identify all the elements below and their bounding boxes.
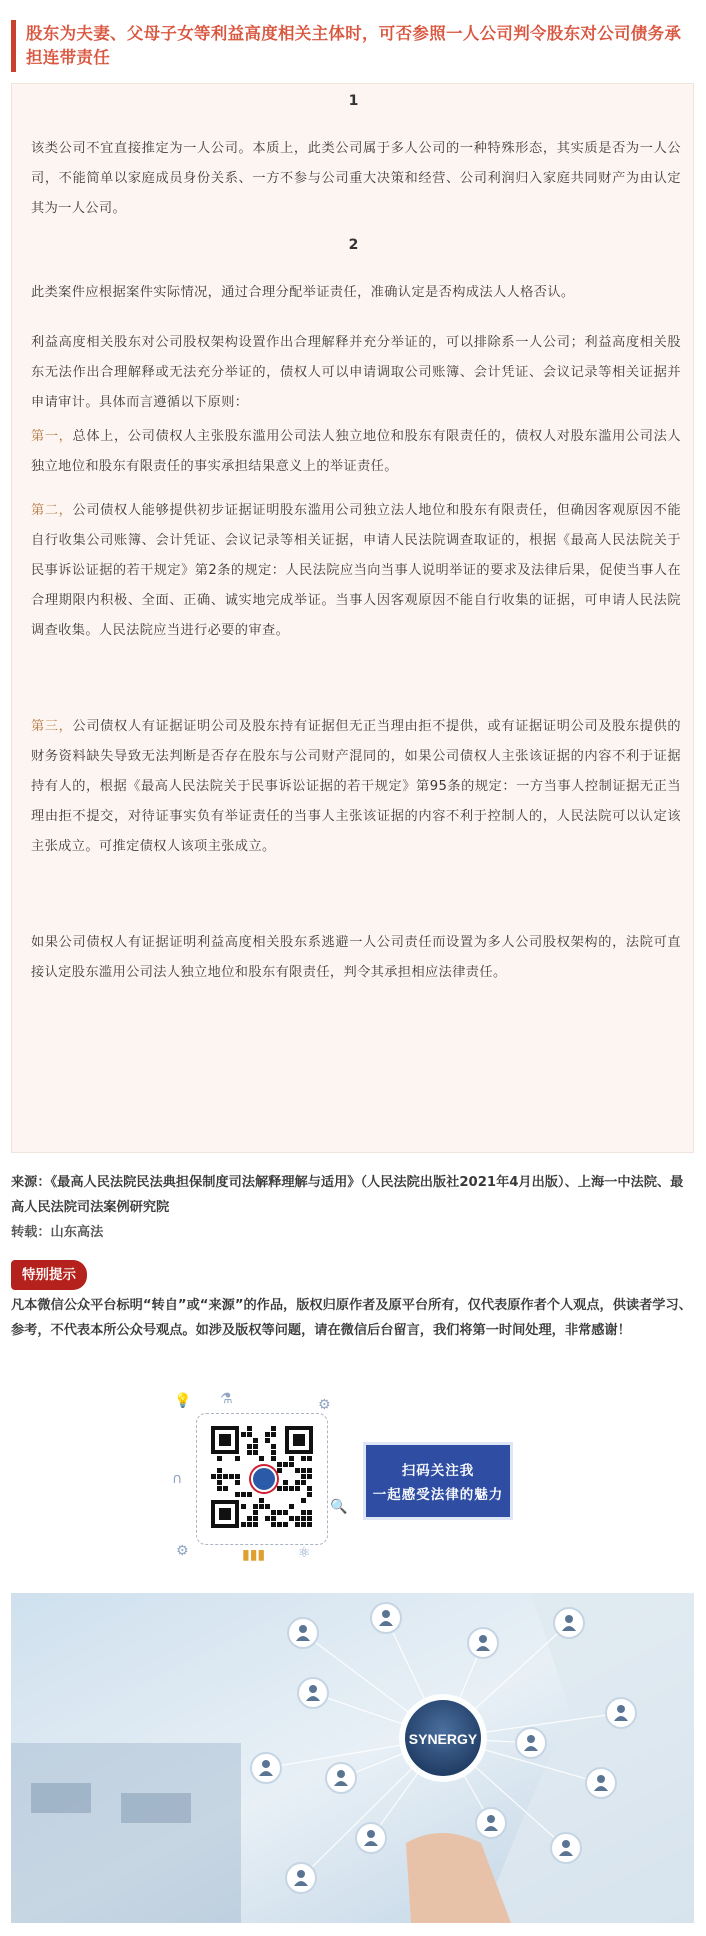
qr-module <box>247 1522 252 1527</box>
qr-module <box>253 1510 258 1515</box>
qr-module <box>277 1468 282 1473</box>
qr-module <box>253 1444 258 1449</box>
qr-module <box>241 1492 246 1497</box>
paragraph-1: 该类公司不宜直接推定为一人公司。本质上，此类公司属于多人公司的一种特殊形态，其实质是否为一人公司，不能简单以家庭成员身份关系、一方不参与公司重大决策和经营、公司利润归入家庭共同财产为由认定其为一人公司。 <box>31 141 681 216</box>
qr-module <box>283 1486 288 1491</box>
qr-module <box>295 1468 300 1473</box>
lightbulb-icon: 💡 <box>174 1393 192 1409</box>
qr-finder-top-left <box>211 1426 239 1454</box>
qr-module <box>301 1510 306 1515</box>
qr-module <box>301 1516 306 1521</box>
qr-finder-top-right <box>285 1426 313 1454</box>
qr-module <box>289 1462 294 1467</box>
qr-module <box>283 1480 288 1485</box>
person-node-icon <box>286 1863 316 1893</box>
qr-module <box>301 1468 306 1473</box>
principle-lead-1: 第一， <box>31 429 73 444</box>
qr-module <box>295 1522 300 1527</box>
qr-module <box>217 1468 222 1473</box>
qr-module <box>253 1504 258 1509</box>
qr-module <box>283 1522 288 1527</box>
qr-module <box>271 1516 276 1521</box>
qr-module <box>307 1492 312 1497</box>
qr-module <box>265 1516 270 1521</box>
content-card <box>11 83 694 1153</box>
qr-module <box>301 1456 306 1461</box>
magnet-icon: ∩ <box>172 1471 183 1487</box>
paragraph-conclusion: 如果公司债权人有证据证明利益高度相关股东系逃避一人公司责任而设置为多人公司股权架构的，法院可直接认定股东滥用公司法人独立地位和股东有限责任，判令其承担相应法律责任。 <box>31 935 681 980</box>
qr-module <box>235 1474 240 1479</box>
qr-module <box>235 1456 240 1461</box>
qr-module <box>253 1450 258 1455</box>
qr-module <box>283 1462 288 1467</box>
qr-module <box>283 1510 288 1515</box>
qr-module <box>295 1516 300 1521</box>
paragraph-3: 利益高度相关股东对公司股权架构设置作出合理解释并充分举证的，可以排除系一人公司；利益高度相关股东无法作出合理解释或无法充分举证的，债权人可以申请调取公司账簿、会计凭证、会议记录等相关证据并申请审计。具体而言遵循以下原则： <box>31 335 681 410</box>
qr-module <box>247 1450 252 1455</box>
section-number-2: 2 <box>348 237 359 253</box>
flask-icon: ⚗ <box>220 1391 233 1407</box>
qr-module <box>277 1486 282 1491</box>
source-info <box>11 1170 694 1245</box>
qr-module <box>247 1444 252 1449</box>
person-node-icon <box>554 1608 584 1638</box>
person-node-icon <box>251 1753 281 1783</box>
qr-module <box>289 1516 294 1521</box>
qr-module <box>259 1504 264 1509</box>
synergy-banner-image <box>11 1593 694 1923</box>
qr-module <box>271 1450 276 1455</box>
principle-text-1: 总体上，公司债权人主张股东滥用公司法人独立地位和股东有限责任的，债权人对股东滥用公司法人独立地位和股东有限责任的事实承担结果意义上的举证责任。 <box>31 429 681 474</box>
qr-module <box>247 1426 252 1431</box>
qr-module <box>223 1486 228 1491</box>
person-node-icon <box>606 1698 636 1728</box>
qr-module <box>289 1486 294 1491</box>
office-desk-2 <box>121 1793 191 1823</box>
person-node-icon <box>356 1823 386 1853</box>
qr-module <box>271 1510 276 1515</box>
qr-module <box>271 1522 276 1527</box>
qr-module <box>241 1432 246 1437</box>
qr-module <box>271 1444 276 1449</box>
qr-module <box>307 1516 312 1521</box>
qr-module <box>211 1474 216 1479</box>
qr-module <box>253 1516 258 1521</box>
qr-module <box>271 1426 276 1431</box>
qr-module <box>265 1438 270 1443</box>
qr-module <box>247 1432 252 1437</box>
office-desk-1 <box>31 1783 91 1813</box>
qr-finder-bottom-left <box>211 1500 239 1528</box>
person-node-icon <box>476 1808 506 1838</box>
person-node-icon <box>551 1833 581 1863</box>
qr-module <box>295 1486 300 1491</box>
gear-icon: ⚙ <box>318 1397 331 1413</box>
principle-lead-3: 第三， <box>31 719 73 734</box>
qr-module <box>217 1486 222 1491</box>
qr-module <box>247 1492 252 1497</box>
qr-module <box>229 1474 234 1479</box>
qr-module <box>259 1456 264 1461</box>
qr-module <box>301 1498 306 1503</box>
qr-module <box>301 1480 306 1485</box>
qr-module <box>241 1522 246 1527</box>
article-title-block <box>11 20 694 72</box>
qr-module <box>217 1474 222 1479</box>
special-notice-badge: 特别提示 <box>11 1260 87 1290</box>
article-title: 股东为夫妻、父母子女等利益高度相关主体时，可否参照一人公司判令股东对公司债务承担连带责任 <box>26 24 682 67</box>
office-backdrop <box>11 1743 241 1923</box>
qr-module <box>235 1492 240 1497</box>
qr-frame <box>196 1413 328 1545</box>
cta-line-2: 一起感受法律的魅力 <box>372 1487 504 1503</box>
qr-code[interactable] <box>211 1426 313 1528</box>
qr-module <box>307 1474 312 1479</box>
qr-module <box>217 1480 222 1485</box>
qr-module <box>223 1474 228 1479</box>
source-line: 来源：《最高人民法院民法典担保制度司法解释理解与适用》（人民法院出版社2021年4月出版）、上海一中法院、最高人民法院司法案例研究院 <box>11 1175 684 1215</box>
qr-module <box>265 1504 270 1509</box>
qr-module <box>277 1522 282 1527</box>
section-number-1: 1 <box>348 93 359 109</box>
cog-small-icon: ⚙ <box>176 1543 189 1559</box>
paragraph-third-principle <box>31 712 681 862</box>
person-node-icon <box>326 1763 356 1793</box>
person-node-icon <box>586 1768 616 1798</box>
person-node-icon <box>468 1628 498 1658</box>
qr-module <box>301 1522 306 1527</box>
test-tubes-icon: ▮▮▮ <box>242 1547 266 1563</box>
paragraph-2: 此类案件应根据案件实际情况，通过合理分配举证责任，准确认定是否构成法人人格否认。 <box>31 285 575 300</box>
qr-module <box>307 1522 312 1527</box>
qr-module <box>295 1480 300 1485</box>
qr-module <box>301 1474 306 1479</box>
magnifier-icon: 🔍 <box>330 1499 348 1515</box>
principle-lead-2: 第二， <box>31 503 73 518</box>
follow-cta-box <box>363 1442 513 1520</box>
person-node-icon <box>288 1618 318 1648</box>
copyright-notice: 凡本微信公众平台标明“转自”或“来源”的作品，版权归原作者及原平台所有，仅代表原作者个人观点，供读者学习、参考，不代表本所公众号观点。如涉及版权等问题，请在微信后台留言，我们将第一时间处理，非常感谢！ <box>11 1298 692 1338</box>
qr-module <box>235 1480 240 1485</box>
qr-module <box>289 1504 294 1509</box>
qr-code-area <box>172 1393 352 1569</box>
qr-module <box>289 1456 294 1461</box>
person-node-icon <box>371 1603 401 1633</box>
qr-module <box>253 1522 258 1527</box>
qr-module <box>271 1456 276 1461</box>
principle-text-3: 公司债权人有证据证明公司及股东持有证据但无正当理由拒不提供，或有证据证明公司及股东提供的财务资料缺失导致无法判断是否存在股东与公司财产混同的，如果公司债权人主张该证据的内容不利于证据持有人的，根据《最高人民法院关于民事诉讼证据的若干规定》第95条的规定：一方当事人控制证据无正当理由拒不提交，对待证事实负有举证责任的当事人主张该证据的内容不利于控制人的，人民法院可以认定该主张成立。可推定债权人该项主张成立。 <box>31 719 681 854</box>
qr-module <box>265 1432 270 1437</box>
atom-icon: ⚛ <box>298 1545 311 1561</box>
repost-line: 转载：山东高法 <box>11 1225 104 1240</box>
paragraph-first-principle <box>31 422 681 482</box>
paragraph-second-principle <box>31 496 681 646</box>
qr-module <box>217 1456 222 1461</box>
qr-module <box>277 1462 282 1467</box>
qr-module <box>307 1468 312 1473</box>
qr-module <box>247 1516 252 1521</box>
person-node-icon <box>298 1678 328 1708</box>
qr-module <box>307 1456 312 1461</box>
qr-module <box>241 1504 246 1509</box>
qr-module <box>259 1498 264 1503</box>
qr-module <box>277 1510 282 1515</box>
synergy-illustration <box>11 1593 694 1923</box>
qr-center-logo <box>251 1466 277 1492</box>
qr-module <box>253 1438 258 1443</box>
synergy-label: SYNERGY <box>408 1731 478 1747</box>
qr-module <box>271 1432 276 1437</box>
qr-module <box>307 1486 312 1491</box>
cta-line-1: 扫码关注我 <box>401 1463 475 1479</box>
principle-text-2: 公司债权人能够提供初步证据证明股东滥用公司独立法人地位和股东有限责任，但确因客观原因不能自行收集公司账簿、会计凭证、会议记录等相关证据，申请人民法院调查取证的，根据《最高人民法院关于民事诉讼证据的若干规定》第2条的规定：人民法院应当向当事人说明举证的要求及法律后果，促使当事人在合理期限内积极、全面、正确、诚实地完成举证。当事人因客观原因不能自行收集的证据，可申请人民法院调查收集。人民法院应当进行必要的审查。 <box>31 503 681 638</box>
qr-module <box>307 1510 312 1515</box>
person-node-icon <box>516 1728 546 1758</box>
